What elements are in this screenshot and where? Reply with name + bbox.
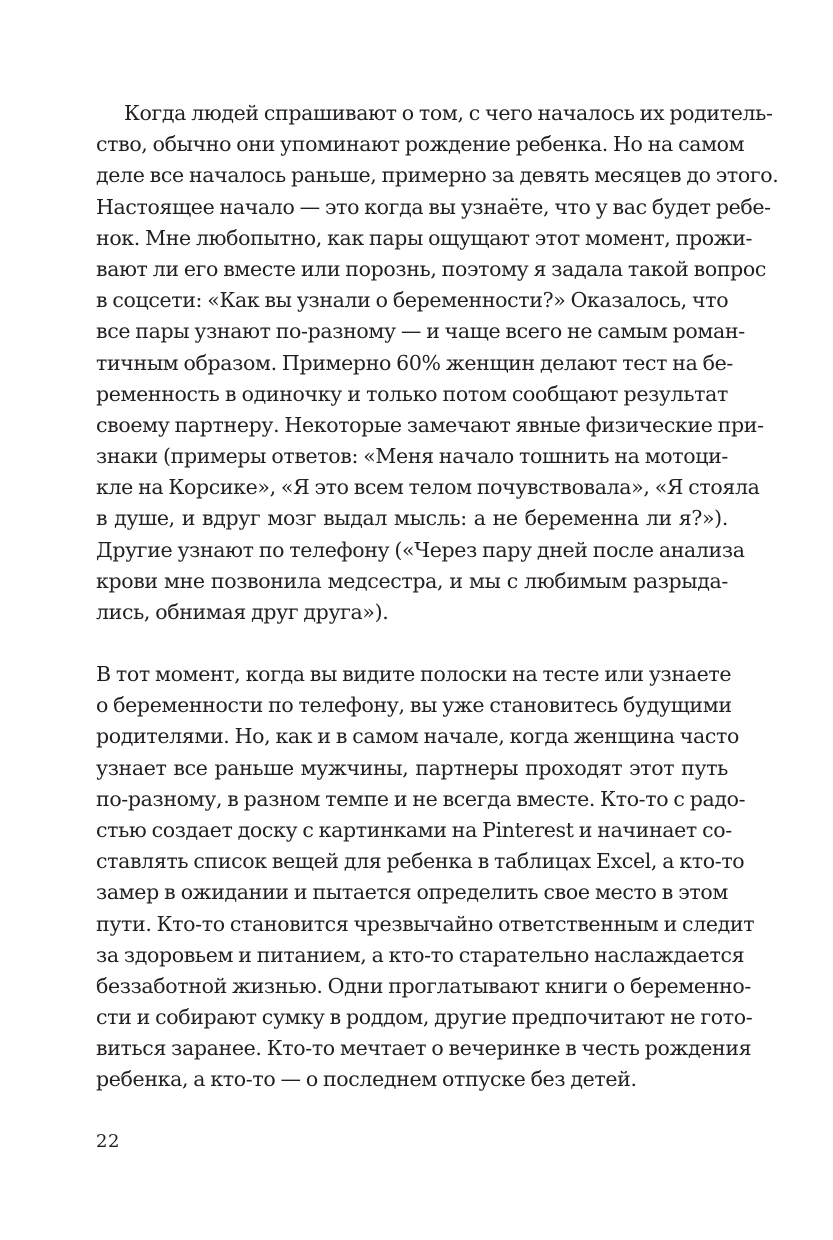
text-line: кле на Корсике», «Я это всем телом почувствовала», «Я стояла <box>96 475 760 500</box>
paragraph-1 <box>96 98 779 628</box>
text-line: сти и собирают сумку в роддом, другие предпочитают не гото- <box>96 1005 753 1030</box>
text-line: Когда людей спрашивают о том, с чего началось их родитель- <box>124 101 773 125</box>
paragraph-2 <box>96 659 755 1096</box>
page-number: 22 <box>96 1131 120 1152</box>
text-line: деле все началось раньше, примерно за девять месяцев до этого. <box>96 163 779 188</box>
text-line: своему партнеру. Некоторые замечают явные физические при- <box>96 412 764 437</box>
text-line: ставлять список вещей для ребенка в таблицах Excel, а кто-то <box>96 849 745 874</box>
text-line: замер в ожидании и пытается определить свое место в этом <box>96 880 728 905</box>
text-line: Другие узнают по телефону («Через пару дней после анализа <box>96 537 745 562</box>
text-line: Настоящее начало — это когда вы узнаёте, что у вас будет ребе- <box>96 194 771 219</box>
text-line: тичным образом. Примерно 60% женщин делают тест на бе- <box>96 350 733 375</box>
text-line: лись, обнимая друг друга»). <box>96 600 389 624</box>
text-line: знаки (примеры ответов: «Меня начало тошнить на мотоци- <box>96 444 728 469</box>
text-line: виться заранее. Кто-то мечтает о вечеринке в честь рождения <box>96 1036 752 1061</box>
text-line: В тот момент, когда вы видите полоски на тесте или узнаете <box>96 662 732 686</box>
text-line: за здоровьем и питанием, а кто-то старательно наслаждается <box>96 942 745 967</box>
text-line: все пары узнают по-разному — и чаще всего не самым роман- <box>96 319 745 344</box>
text-line: по-разному, в разном темпе и не всегда вместе. Кто-то с радо- <box>96 786 746 811</box>
text-line: ребенка, а кто-то — о последнем отпуске без детей. <box>96 1067 637 1092</box>
text-line: ременность в одиночку и только потом сообщают результат <box>96 381 728 406</box>
text-line: беззаботной жизнью. Одни проглатывают книги о беременно- <box>96 973 751 998</box>
text-line: родителями. Но, как и в самом начале, когда женщина часто <box>96 724 739 749</box>
text-line: в душе, и вдруг мозг выдал мысль: а не беременна ли я?»). <box>96 506 728 531</box>
text-line: вают ли его вместе или порознь, поэтому я задала такой вопрос <box>96 256 767 281</box>
text-line: о беременности по телефону, вы уже становитесь будущими <box>96 693 732 718</box>
text-line: ство, обычно они упоминают рождение ребенка. Но на самом <box>96 132 745 157</box>
text-line: стью создает доску с картинками на Pinterest и начинает со- <box>96 817 732 842</box>
text-line: узнает все раньше мужчины, партнеры проходят этот путь <box>96 755 728 780</box>
text-line: пути. Кто-то становится чрезвычайно ответственным и следит <box>96 911 755 936</box>
text-line: нок. Мне любопытно, как пары ощущают этот момент, прожи- <box>96 225 753 250</box>
text-line: крови мне позвонила медсестра, и мы с любимым разрыда- <box>96 568 728 593</box>
text-line: в соцсети: «Как вы узнали о беременности?» Оказалось, что <box>96 288 729 313</box>
